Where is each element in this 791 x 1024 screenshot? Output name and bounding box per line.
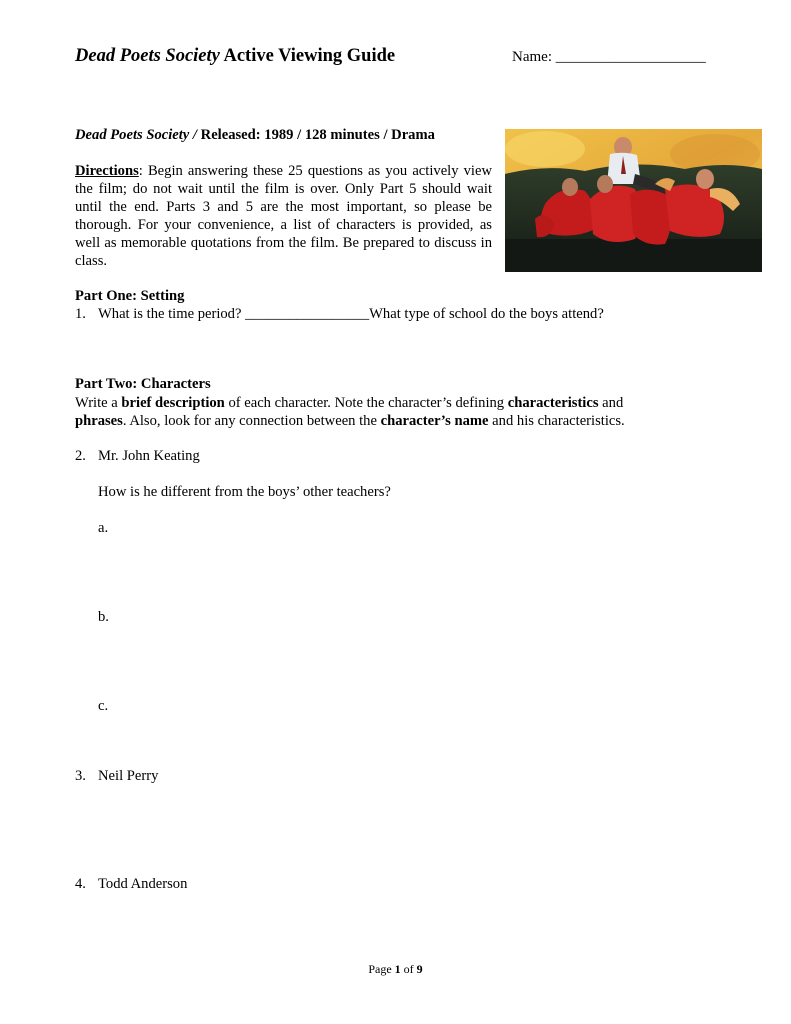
- part-two-instructions: [75, 394, 625, 430]
- question-number: 3.: [75, 768, 86, 784]
- name-label: Name:: [512, 49, 552, 65]
- instructions-line-1: Write a brief description of each character. Note the character’s defining characteristics and: [75, 395, 624, 411]
- question-4: [75, 876, 187, 893]
- character-name: Neil Perry: [98, 768, 159, 784]
- character-name: Todd Anderson: [98, 876, 188, 892]
- question-3: [75, 768, 158, 785]
- question-number: 4.: [75, 876, 86, 892]
- document-title: [75, 46, 395, 67]
- film-still-image: [505, 129, 762, 272]
- directions-paragraph: [75, 162, 492, 270]
- question-text: What is the time period? _________________What type of school do the boys attend?: [98, 306, 604, 322]
- keating-sub-question: How is he different from the boys’ other teachers?: [98, 484, 391, 500]
- answer-label-b: b.: [98, 609, 109, 625]
- question-number: 1.: [75, 306, 86, 322]
- part-two-heading: Part Two: Characters: [75, 376, 211, 392]
- directions-label: Directions: [75, 163, 139, 179]
- film-info-title: Dead Poets Society /: [75, 127, 197, 143]
- question-2: [75, 448, 200, 465]
- instructions-line-2: phrases. Also, look for any connection between the character’s name and his characteristics.: [75, 413, 625, 429]
- name-blank[interactable]: ____________________: [555, 49, 706, 65]
- title-rest: Active Viewing Guide: [219, 46, 396, 66]
- film-title-italic: Dead Poets Society: [75, 46, 220, 66]
- current-page: 1: [394, 962, 401, 976]
- page-footer: Page 1 of 9: [368, 962, 423, 976]
- answer-label-a: a.: [98, 520, 109, 536]
- question-1: [75, 306, 604, 323]
- question-number: 2.: [75, 448, 86, 464]
- directions-text: : Begin answering these 25 questions as you actively view the film; do not wait until the film is over. Only Part 5 should wait until the end. Parts 3 and 5 are the most important, so please be thorough. For your convenience, a list of characters is provided, as well as memorable quotations from the film. Be prepared to discuss in class.: [75, 163, 492, 269]
- character-name: Mr. John Keating: [98, 448, 200, 464]
- part-one-heading: Part One: Setting: [75, 288, 185, 304]
- film-info: [75, 127, 435, 144]
- film-info-details: Released: 1989 / 128 minutes / Drama: [197, 127, 435, 143]
- total-pages: 9: [416, 962, 423, 976]
- name-field[interactable]: [512, 49, 706, 66]
- answer-label-c: c.: [98, 698, 109, 714]
